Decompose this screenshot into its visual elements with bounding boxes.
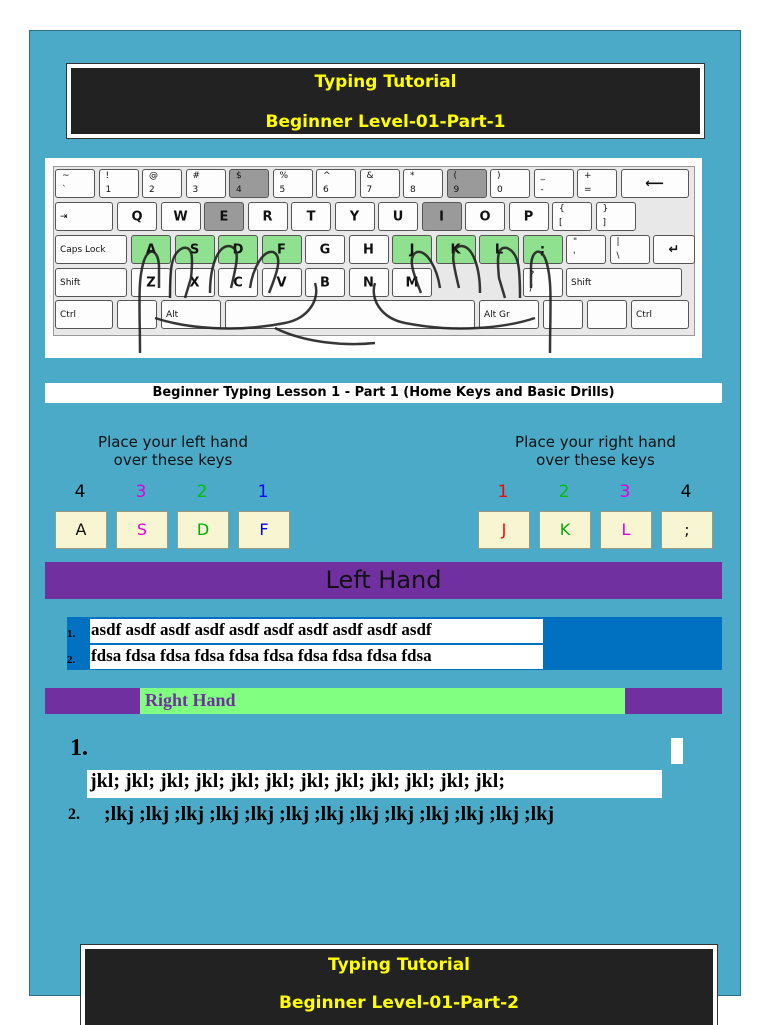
left-finger-number: 4 [74,482,86,502]
key-bottom-label: = [584,185,592,195]
key-top-label: | [616,237,620,247]
key-label: O [479,209,491,224]
key-label: V [276,275,287,290]
key-top-label: ( [453,171,458,181]
next-header-title: Typing Tutorial [328,955,470,975]
key-label: X [189,275,200,290]
next-tutorial-header [80,944,718,1025]
keyboard-illustration [45,158,702,358]
key-bottom-label: 8 [410,185,416,195]
key-label: J [409,242,415,257]
right-home-key: L [600,511,652,549]
key-bottom-label: ] [602,218,607,228]
key-top-label: ^ [323,171,331,181]
key-top-label: } [602,204,609,214]
key-label: E [219,209,229,224]
key-top-label: ? [529,270,535,280]
right-finger-number: 3 [619,482,631,502]
key-label: P [523,209,534,224]
key-label: D [232,242,244,257]
key-label: W [173,209,188,224]
alt-label: Alt [166,309,179,320]
key-label: K [450,242,461,257]
ctrl-label: Ctrl [636,309,653,320]
left-home-key: S [116,511,168,549]
next-tutorial-header-inner [85,949,713,1025]
key-bottom-label: 3 [192,185,199,195]
key-bottom-label: / [529,284,533,294]
key-label: G [319,242,331,257]
key-bottom-label: [ [559,218,563,228]
key-label: Y [349,209,360,224]
ctrl-label: Ctrl [60,309,77,320]
key-label: S [189,242,200,257]
right-drill-text-2: ;lkj ;lkj ;lkj ;lkj ;lkj ;lkj ;lkj ;lkj ;lkj ;lkj ;lkj ;lkj ;lkj [104,803,554,825]
key-label: Z [146,275,156,290]
key-bottom-label: 0 [497,185,503,195]
left-finger-number: 2 [196,482,208,502]
right-finger-number: 1 [497,482,509,502]
right-drill-text-1: jkl; jkl; jkl; jkl; jkl; jkl; jkl; jkl; jkl; jkl; jkl; jkl; [90,770,505,792]
left-finger-number: 3 [135,482,147,502]
left-drill-text-1: asdf asdf asdf asdf asdf asdf asdf asdf asdf asdf [91,620,432,639]
tutorial-header-inner [71,68,700,134]
key-top-label: ! [105,171,110,181]
right-home-key: J [478,511,530,549]
left-drill-number-2: 2. [67,654,76,666]
key-top-label: & [366,171,374,181]
hands-illustration [45,158,702,358]
enter-icon: ↵ [668,242,680,257]
key-bottom-label: 2 [149,185,155,195]
right-drill-number-1: 1. [70,735,88,761]
right-hand-section-label-bg [140,688,625,714]
header-title: Typing Tutorial [314,72,457,92]
key-bottom-label: 9 [453,185,460,195]
right-home-key: K [539,511,591,549]
key-label: B [320,275,330,290]
alt-gr-label: Alt Gr [484,309,510,320]
right-finger-number: 2 [558,482,570,502]
key-bottom-label: 7 [366,185,373,195]
text-cursor [671,738,683,764]
key-bottom-label: ` [62,185,67,195]
right-hand-instruction [468,433,723,469]
key-label: M [405,275,419,290]
left-finger-number: 1 [257,482,269,502]
key-label: R [262,209,273,224]
key-label: Q [131,209,143,224]
left-hand-instruction-line2: over these keys [113,451,233,469]
key-bottom-label: ' [573,251,576,261]
key-label: T [306,209,316,224]
key-bottom-label: 6 [323,185,329,195]
key-label: C [233,275,243,290]
key-label: A [145,242,157,257]
left-hand-section-title: Left Hand [325,566,442,594]
key-top-label: # [192,171,201,181]
left-home-key: A [55,511,107,549]
shift-label: Shift [571,277,592,288]
key-label: I [439,209,444,224]
key-top-label: _ [540,171,545,181]
caps-lock-label: Caps Lock [60,244,106,255]
key-top-label: " [573,237,578,247]
key-label: H [363,242,374,257]
key-top-label: ) [497,171,501,181]
key-label: F [277,242,286,257]
left-home-key: D [177,511,229,549]
left-hand-instruction-line1: Place your left hand [98,433,248,451]
key-label: ; [539,242,546,257]
right-hand-section-title: Right Hand [145,690,236,710]
key-top-label: @ [149,171,158,181]
left-drill-text-2: fdsa fdsa fdsa fdsa fdsa fdsa fdsa fdsa fdsa fdsa [91,646,432,665]
key-bottom-label: - [540,185,544,195]
backspace-icon: ⟵ [645,176,664,191]
left-drill-number-1: 1. [67,628,76,640]
key-label: N [363,275,374,290]
tab-icon: ⇥ [60,211,68,222]
key-top-label: { [559,204,565,214]
key-top-label: * [410,171,415,181]
right-hand-instruction-line2: over these keys [536,451,655,469]
right-finger-number: 4 [680,482,692,502]
next-header-subtitle: Beginner Level-01-Part-2 [279,993,519,1013]
tutorial-header [66,63,705,139]
key-label: L [494,242,504,257]
key-top-label: $ [236,171,242,181]
key-label: U [392,209,404,224]
key-bottom-label: 5 [279,185,286,195]
lesson-title: Beginner Typing Lesson 1 - Part 1 (Home Keys and Basic Drills) [45,383,722,403]
key-top-label: + [584,171,592,181]
left-hand-instruction [48,433,298,469]
right-drill-number-2: 2. [68,806,80,823]
key-top-label: ~ [62,171,70,181]
shift-label: Shift [60,277,81,288]
header-subtitle: Beginner Level-01-Part-1 [265,112,506,132]
left-hand-section-bar [45,562,722,599]
key-bottom-label: 4 [236,185,242,195]
left-home-key: F [238,511,290,549]
key-top-label: % [279,171,289,181]
right-hand-instruction-line1: Place your right hand [515,433,676,451]
key-bottom-label: 1 [105,185,112,195]
right-home-key: ; [661,511,713,549]
key-bottom-label: \ [616,251,620,261]
